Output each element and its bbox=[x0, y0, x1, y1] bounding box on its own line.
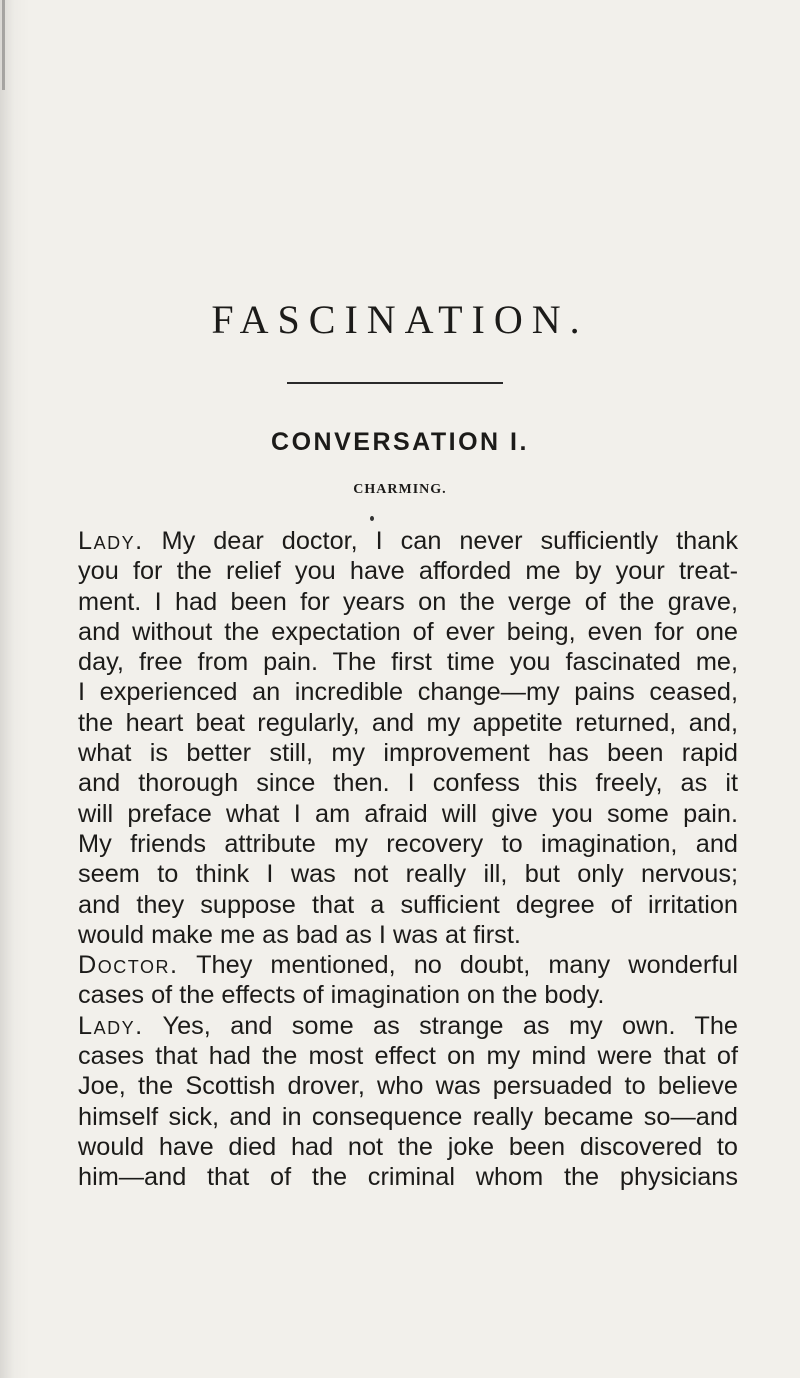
line-text: They mentioned, no doubt, many wonderful bbox=[178, 951, 738, 980]
page-title: FASCINATION. bbox=[211, 297, 589, 342]
text-line bbox=[78, 617, 738, 647]
text-line bbox=[78, 1011, 738, 1041]
binding-edge bbox=[2, 0, 5, 90]
text-line bbox=[78, 647, 738, 677]
line-text: what is better still, my improvement has been rapid bbox=[78, 739, 738, 768]
text-line bbox=[78, 920, 738, 950]
line-text: cases of the effects of imagination on the body. bbox=[78, 981, 605, 1010]
line-text: day, free from pain. The first time you fascinated me, bbox=[78, 648, 738, 677]
text-line bbox=[78, 738, 738, 768]
speaker-name: Doctor. bbox=[78, 951, 179, 980]
line-text: and thorough since then. I confess this freely, as it bbox=[78, 769, 738, 798]
speaker-name: Lady. bbox=[78, 527, 144, 555]
text-line bbox=[78, 890, 738, 920]
line-text: and they suppose that a sufficient degree of irritation bbox=[78, 890, 738, 919]
title-divider bbox=[287, 382, 503, 384]
line-text: Joe, the Scottish drover, who was persuaded to believe bbox=[78, 1072, 738, 1101]
line-text: Yes, and some as strange as my own. The bbox=[143, 1011, 738, 1040]
line-text: would have died had not the joke been discovered to bbox=[78, 1132, 738, 1161]
line-text: will preface what I am afraid will give you some pain. bbox=[78, 799, 738, 828]
line-text: and without the expectation of ever being, even for one bbox=[78, 617, 738, 646]
text-line bbox=[78, 859, 738, 889]
text-line bbox=[78, 1041, 738, 1071]
printer-mark bbox=[370, 516, 374, 521]
text-line bbox=[78, 1132, 738, 1162]
text-line bbox=[78, 1071, 738, 1101]
text-line bbox=[78, 768, 738, 798]
speaker-name: Lady. bbox=[78, 1011, 144, 1040]
text-line bbox=[78, 587, 738, 617]
line-text: the heart beat regularly, and my appetite returned, and, bbox=[78, 708, 738, 737]
text-line bbox=[78, 526, 738, 556]
line-text: you for the relief you have afforded me by your treat- bbox=[78, 557, 738, 586]
text-line bbox=[78, 677, 738, 707]
section-heading: CHARMING. bbox=[353, 482, 447, 497]
text-line bbox=[78, 950, 738, 980]
text-line bbox=[78, 556, 738, 586]
text-line bbox=[78, 1162, 738, 1192]
line-text: himself sick, and in consequence really became so—and bbox=[78, 1102, 738, 1131]
text-line bbox=[78, 829, 738, 859]
line-text: cases that had the most effect on my mind were that of bbox=[78, 1042, 738, 1071]
chapter-heading: CONVERSATION I. bbox=[271, 428, 529, 456]
text-line bbox=[78, 708, 738, 738]
text-line bbox=[78, 799, 738, 829]
body-text bbox=[78, 526, 738, 1193]
line-text: My friends attribute my recovery to imagination, and bbox=[78, 829, 738, 858]
text-line bbox=[78, 1102, 738, 1132]
line-text: would make me as bad as I was at first. bbox=[78, 920, 521, 949]
line-text: him—and that of the criminal whom the physicians bbox=[78, 1163, 738, 1192]
text-line bbox=[78, 980, 738, 1010]
line-text: My dear doctor, I can never sufficiently thank bbox=[143, 527, 738, 555]
line-text: ment. I had been for years on the verge of the grave, bbox=[78, 587, 738, 616]
line-text: seem to think I was not really ill, but only nervous; bbox=[78, 860, 738, 889]
line-text: I experienced an incredible change—my pains ceased, bbox=[78, 678, 738, 707]
